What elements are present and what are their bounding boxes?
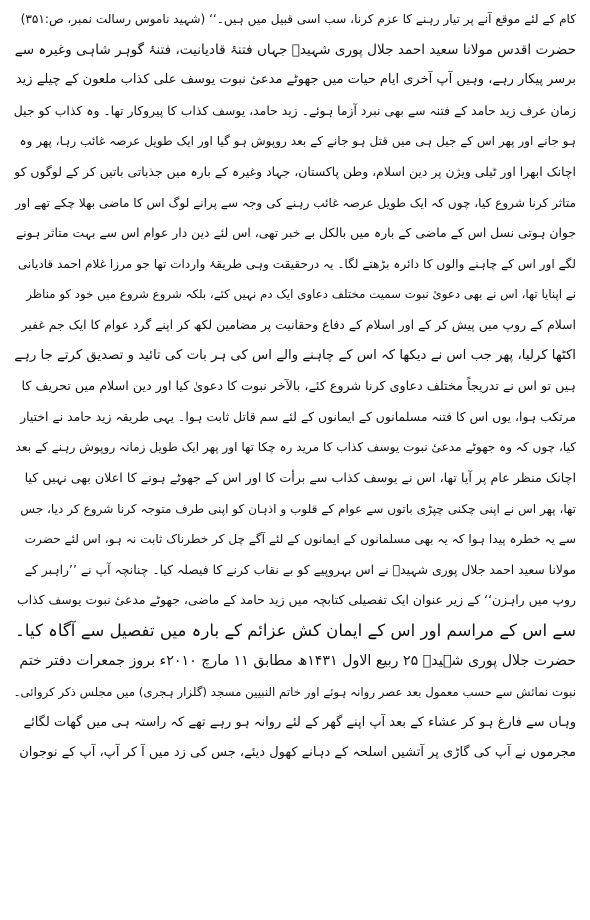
text-line-10: نے اپنایا تھا، اس نے بھی دعویٔ نبوت سمیت مختلف دعاوی ایک دم نہیں کئے، بلکہ شروع شروع میں خود کو مناظر: [26, 287, 576, 302]
text-line-17: تھا، پھر اس نے اپنی چکنی چپڑی باتوں سے عوام کے قلوب و اذہان کو اپنی طرف متوجہ کرنا شروع کر دیا، جس: [20, 501, 576, 516]
text-line-24: وہاں سے فارغ ہو کر عشاء کے بعد آپ اپنے گھر کے لئے روانہ ہو رہے تھے کہ راستہ ہی میں گھات لگائے: [23, 714, 576, 730]
text-line-13: ہیں تو اس نے تدریجاً مختلف دعاوی کرنا شروع کئے، بالآخر نبوت کا دعویٰ کیا اور دین اسلام میں تحریف کا: [21, 378, 576, 394]
text-line-19: مولانا سعید احمد جلال پوری شہیدؒ نے اس بہروپیے کو بے نقاب کرنے کا فیصلہ کیا۔ چنانچہ آپ نے ’’راہبر کے: [24, 561, 576, 577]
text-line-7: متاثر کرنا شروع کیا، چوں کہ ایک طویل عرصہ غائب رہنے کی وجہ سے پرانے لوگ اس کا ماضی بھلا چکے تھے اور: [15, 195, 576, 210]
text-line-12: اکٹھا کرلیا، پھر جب اس نے دیکھا کہ اس کے چاہنے والے اس کی ہر بات کی تائید و تصدیق کرتے جا رہے: [14, 347, 576, 363]
text-line-3: برسر پیکار رہے، وہیں آپ آخری ایام حیات میں جھوٹے مدعیٔ نبوت یوسف علی کذاب ملعون کے چیلے زید: [15, 72, 576, 88]
text-line-4: زمان عرف زید حامد کے فتنہ سے بھی نبرد آزما ہوئے۔ زید حامد، یوسف کذاب کا پیروکار تھا۔ وہ کذاب کو جیل: [14, 102, 576, 118]
document-page: [14, 4, 576, 916]
text-line-22: حضرت جلال پوری شہیدؒ ۲۵ ربیع الاول ۱۴۳۱ھ مطابق ۱۱ مارچ ۲۰۱۰ء بروز جمعرات دفتر ختم: [19, 653, 576, 670]
text-line-15: کیا، چوں کہ وہ جھوٹے مدعیٔ نبوت یوسف کذاب کا مرید رہ چکا تھا اور پھر ایک طویل زمانہ روپوش رہنے کے بعد: [15, 440, 576, 455]
text-line-8: جوان ہوتی نسل اس کے ماضی کے بارہ میں بالکل بے خبر تھی، اس لئے دین دار عوام اس سے بہت متاثر ہونے: [15, 225, 576, 241]
text-line-18: سے یہ خطرہ پیدا ہوا کہ یہ بھی مسلمانوں کے ایمانوں کے لئے آگے چل کر خطرناک ثابت نہ ہو، اس لئے حضرت: [24, 532, 576, 547]
text-line-14: مرتکب ہوا، یوں اس کا فتنہ مسلمانوں کے ایمانوں کے لئے سم قاتل ثابت ہوا۔ یہی طریقہ زید حامد نے اختیار: [20, 408, 576, 424]
text-line-20: روپ میں راہزن‘‘ کے زیر عنوان ایک تفصیلی کتابچہ میں زید حامد کے ماضی، جھوٹے مدعیٔ نبوت یوسف کذاب: [17, 592, 576, 608]
text-line-11: اسلام کے روپ میں پیش کر کے اور اسلام کے دفاع وحقانیت پر مضامین لکھ کر اپنے گرد عوام کا ایک جم غفیر: [21, 316, 576, 332]
text-line-2: حضرت اقدس مولانا سعید احمد جلال پوری شہیدؒ جہاں فتنۂ قادیانیت، فتنۂ گوہر شاہی وغیرہ سے: [14, 41, 576, 58]
text-line-23: نبوت نمائش سے حسب معمول بعد عصر روانہ ہوئے اور خاتم النبیین مسجد (گلزار ہجری) میں مجلس ذکر کروائی۔: [14, 685, 576, 700]
text-line-9: لگے اور اس کے چاہنے والوں کا دائرہ بڑھتے لگا۔ یہ درحقیقت وہی طریقۂ واردات تھا جو مرزا غلام احمد قادیانی: [17, 256, 576, 271]
text-line-25: مجرموں نے آپ کی گاڑی پر آتشیں اسلحہ کے دہانے کھول دیئے، جس کی زد میں آ کر آپ، آپ کے نوجوان: [19, 745, 576, 761]
text-line-1: کام کے لئے موقع آنے پر تیار رہنے کا عزم کرنا، سب اسی قبیل میں ہیں۔‘‘ (شہید ناموس رسالت نمبر، ص:۳۵۱): [20, 12, 576, 26]
text-line-21: سے اس کے مراسم اور اس کے ایمان کش عزائم کے بارہ میں تفصیل سے آگاہ کیا۔: [15, 620, 576, 640]
text-line-5: ہو جانے اور پھر اس کے جیل ہی میں قتل ہو جانے کے بعد روپوش ہو گیا اور ایک طویل عرصہ غائب رہا، پھر وہ: [19, 134, 576, 149]
text-line-16: اچانک منظر عام پر آیا تھا، اس نے یوسف کذاب سے برأت کا اور اس کے جھوٹے ہونے کا اعلان بھی نہیں کیا: [24, 469, 576, 485]
text-line-6: اچانک ابھرا اور ٹیلی ویژن پر دین اسلام، وطن پاکستان، جہاد وغیرہ کے بارہ میں جذباتی باتیں کر کے لوگوں کو: [14, 163, 576, 179]
